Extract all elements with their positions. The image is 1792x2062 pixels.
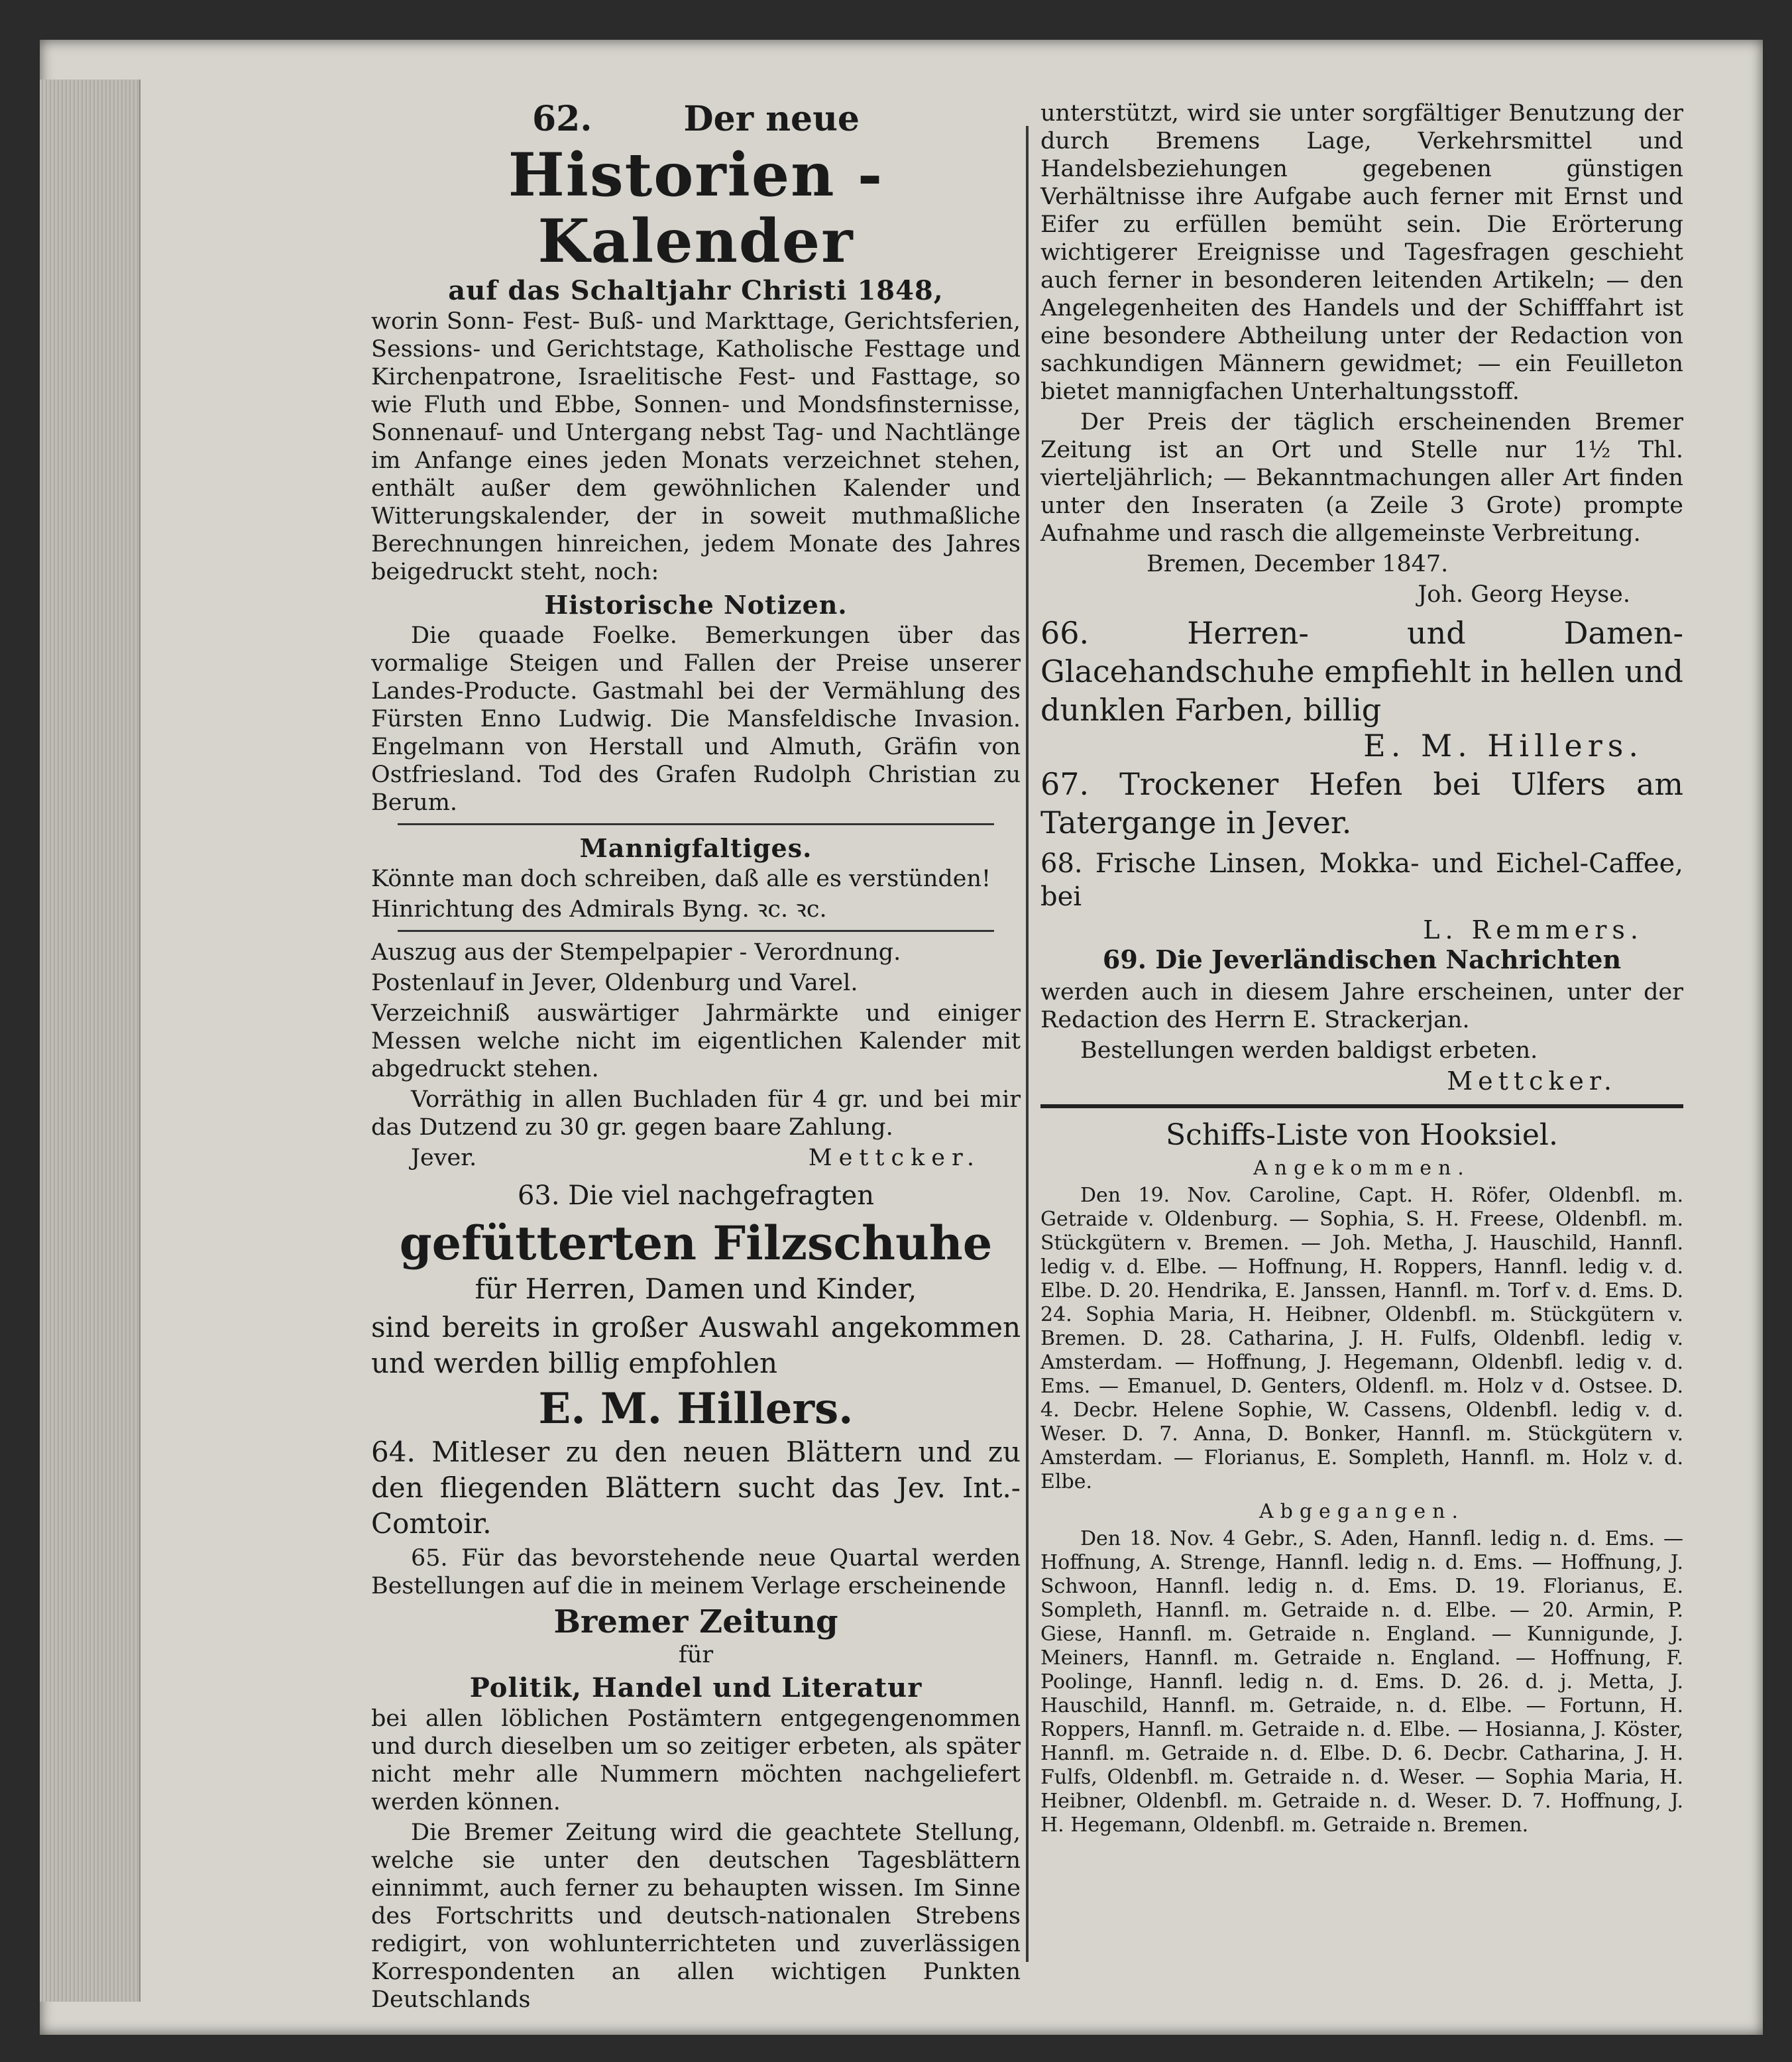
ad-65-date: Bremen, December 1847. — [1147, 551, 1449, 577]
departed-title: Abgegangen. — [1259, 1500, 1465, 1523]
ad-65-body-1: bei allen löblichen Postämtern entgegengenommen und durch dieselben um so zeitiger erbeten, als später nicht mehr alle Nummern möchten nachgeliefert werden können. — [371, 1705, 1021, 1815]
column-divider — [1026, 126, 1029, 1962]
ad-62-title-top: Der neue — [683, 99, 860, 139]
ad-62-mannig-title: Mannigfaltiges. — [579, 833, 812, 863]
ad-62-footer — [371, 1144, 1021, 1172]
ad-62-list-item: Postenlauf in Jever, Oldenburg und Varel. — [371, 970, 858, 996]
ad-65-continued: unterstützt, wird sie unter sorgfältiger Benutzung der durch Bremens Lage, Verkehrsmittel und Handelsbeziehungen gegebenen günstigen Verhältnisse ihre Aufgabe auch ferner mit Ernst und Eifer zu erfüllen bemüht sein. Die Erörterung wichtigerer Ereignisse und Tagesfragen geschieht auch ferner in besonderen leitenden Artikeln; — den Angelegenheiten des Handels und der Schifffahrt ist eine besondere Abtheilung unter der Redaction von sachkundigen Männern gewidmet; — ein Feuilleton bietet mannigfachen Unterhaltungsstoff. — [1040, 100, 1683, 405]
right-column — [1040, 99, 1683, 1840]
ad-62-notizen-body: Die quaade Foelke. Bemerkungen über das vormalige Steigen und Fallen der Preise unserer Landes-Producte. Gastmahl bei der Vermählung des Fürsten Enno Ludwig. Die Mansfeldische Invasion. Engelmann von Herstall und Almuth, Gräfin von Ostfriesland. Tod des Grafen Rudolph Christian zu Berum. — [371, 622, 1021, 816]
section-rule — [398, 930, 994, 932]
ad-62-header — [371, 99, 1021, 139]
ad-63-signature: E. M. Hillers. — [538, 1384, 854, 1434]
ad-62-notizen-title: Historische Notizen. — [544, 590, 848, 620]
ad-62-list-item: Auszug aus der Stempelpapier - Verordnung. — [371, 939, 901, 966]
ad-68: 68. Frische Linsen, Mokka- und Eichel-Caffee, bei — [1040, 848, 1683, 912]
arrived-list: Den 19. Nov. Caroline, Capt. H. Röfer, Oldenbfl. m. Getraide v. Oldenburg. — Sophia, S. H. Freese, Oldenbfl. m. Stückgütern v. Bremen. — Joh. Metha, J. Hauschild, Hannfl. ledig v. d. Elbe. — Hoffnung, H. Roppers, Hannfl. ledig v. d. Elbe. D. 20. Hendrika, E. Janssen, Hannfl. m. Torf v. d. Ems. D. 24. Sophia Maria, H. Heibner, Oldenbfl. m. Stückgütern v. Bremen. D. 28. Catharina, J. H. Fulfs, Oldenbfl. ledig v. Amsterdam. — Hoffnung, J. Hegemann, Oldenbfl. ledig v. d. Ems. — Emanuel, D. Genters, Oldenfl. m. Holz v d. Ostsee. D. 4. Decbr. Helene Sophie, W. Cassens, Oldenbfl. ledig v. d. Weser. D. 7. Anna, D. Bonker, Hannfl. m. Stückgütern v. Amsterdam. — Florianus, E. Sompleth, Hannfl. m. Holz v. d. Elbe. — [1040, 1184, 1683, 1493]
ad-66: 66. Herren- und Damen-Glacehandschuhe empfiehlt in hellen und dunklen Farben, billig — [1040, 615, 1683, 728]
ad-68-signature: L. Remmers. — [1423, 915, 1644, 945]
ad-69-body: werden auch in diesem Jahre erscheinen, unter der Redaction des Herrn E. Strackerjan. — [1040, 979, 1683, 1033]
ad-62-subtitle: auf das Schaltjahr Christi 1848, — [448, 275, 944, 306]
ad-65-title: Bremer Zeitung — [553, 1603, 838, 1640]
ad-63-intro: 63. Die viel nachgefragten — [517, 1180, 875, 1211]
ad-69-title: 69. Die Jeverländischen Nachrichten — [1102, 945, 1622, 974]
ad-62-list-item: Verzeichniß auswärtiger Jahrmärkte und einiger Messen welche nicht im eigentlichen Kalender mit abgedruckt stehen. — [371, 1000, 1021, 1082]
ad-62-signature: Mettcker. — [808, 1145, 981, 1171]
ad-63-title: gefütterten Filzschuhe — [399, 1216, 993, 1271]
left-column — [371, 99, 1021, 2016]
ad-62-mannig-line: Hinrichtung des Admirals Byng. ꝛc. ꝛc. — [371, 896, 827, 923]
ad-65-intro: 65. Für das bevorstehende neue Quartal werden Bestellungen auf die in meinem Verlage erscheinende — [371, 1545, 1021, 1599]
ad-63-body-1: für Herren, Damen und Kinder, — [475, 1273, 917, 1305]
ad-62-price: Vorräthig in allen Buchladen für 4 gr. und bei mir das Dutzend zu 30 gr. gegen baare Zahlung. — [371, 1086, 1021, 1141]
ad-63-body-2: sind bereits in großer Auswahl angekommen und werden billig empfohlen — [371, 1311, 1021, 1379]
ad-65-subtitle: Politik, Handel und Literatur — [469, 1672, 923, 1703]
ad-65-fuer: für — [678, 1642, 714, 1668]
ad-62-body: worin Sonn- Fest- Buß- und Markttage, Gerichtsferien, Sessions- und Gerichtstage, Katholische Festtage und Kirchenpatrone, Israelitische Fest- und Fasttage, so wie Fluth und Ebbe, Sonnen- und Mondsfinsternisse, Sonnenauf- und Untergang nebst Tag- und Nachtlänge im Anfange eines jeden Monats verzeichnet stehen, enthält außer dem gewöhnlichen Kalender und Witterungskalender, der in soweit muthmaßliche Berechnungen hinreichen, jedem Monate des Jahres beigedruckt steht, noch: — [371, 308, 1021, 585]
ship-list-title: Schiffs-Liste von Hooksiel. — [1166, 1118, 1558, 1152]
ad-62-title: Historien - Kalender — [508, 140, 884, 276]
ad-69-body-2: Bestellungen werden baldigst erbeten. — [1080, 1037, 1538, 1064]
ad-65-signature: Joh. Georg Heyse. — [1418, 581, 1630, 608]
ad-62-mannig-line: Könnte man doch schreiben, daß alle es verstünden! — [371, 866, 991, 892]
ad-66-signature: E. M. Hillers. — [1363, 728, 1644, 764]
arrived-title: Angekommen. — [1253, 1157, 1471, 1180]
section-rule — [398, 823, 994, 825]
ad-65-body-2: Die Bremer Zeitung wird die geachtete Stellung, welche sie unter den deutschen Tagesblättern einnimmt, auch ferner zu behaupten wissen. Im Sinne des Fortschritts und deutsch-nationalen Strebens redigirt, von wohlunterrichteten und zuverlässigen Korrespondenten an allen wichtigen Punkten Deutschlands — [371, 1819, 1021, 2013]
ad-62-place: Jever. — [411, 1145, 477, 1171]
ad-64: 64. Mitleser zu den neuen Blättern und zu den fliegenden Blättern sucht das Jev. Int.-Comtoir. — [371, 1436, 1021, 1540]
book-page-edges — [40, 80, 140, 2002]
ad-number: 62. — [532, 99, 592, 139]
ship-list-rule — [1040, 1104, 1683, 1108]
ad-69-signature: Mettcker. — [1447, 1066, 1617, 1096]
ad-65-price: Der Preis der täglich erscheinenden Bremer Zeitung ist an Ort und Stelle nur 1½ Thl. vierteljährlich; — Bekanntmachungen aller Art finden unter den Inseraten (a Zeile 3 Grote) prompte Aufnahme und rasch die allgemeinste Verbreitung. — [1040, 409, 1683, 547]
departed-list: Den 18. Nov. 4 Gebr., S. Aden, Hannfl. ledig n. d. Ems. — Hoffnung, A. Strenge, Hannfl. ledig n. d. Ems. — Hoffnung, J. Schwoon, Hannfl. ledig n. d. Ems. D. 19. Florianus, E. Sompleth, Hannfl. m. Getraide n. d. Elbe. — 20. Armin, P. Giese, Hannfl. m. Getraide n. England. — Kunnigunde, J. Meiners, Hannfl. m. Getraide n. England. — Hoffnung, F. Poolinge, Hannfl. ledig n. d. Ems. D. 26. d. j. Metta, J. Hauschild, Hannfl. m. Getraide, n. d. Elbe. — Fortunn, H. Roppers, Hannfl. m. Getraide n. d. Elbe. — Hosianna, J. Köster, Hannfl. m. Getraide n. d. Elbe. D. 6. Decbr. Catharina, J. H. Fulfs, Oldenbfl. m. Getraide n. d. Weser. — Sophia Maria, H. Heibner, Oldenbfl. m. Getraide n. d. Weser. D. 7. Hoffnung, J. H. Hegemann, Oldenbfl. m. Getraide n. Bremen. — [1040, 1527, 1683, 1837]
ad-67: 67. Trockener Hefen bei Ulfers am Tatergange in Jever. — [1040, 766, 1683, 840]
